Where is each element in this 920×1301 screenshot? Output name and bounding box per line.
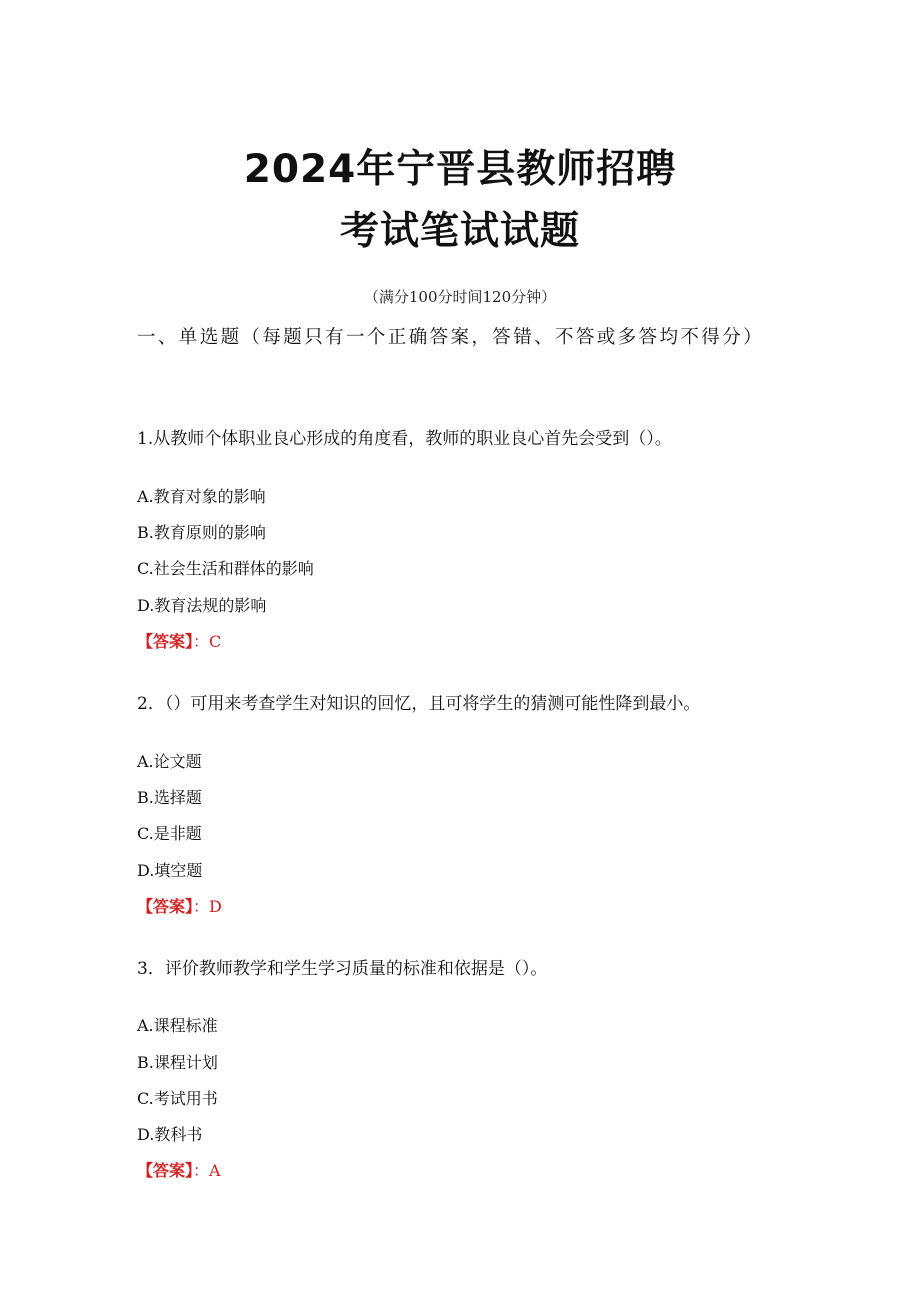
question-3-option-b: B.课程计划 <box>137 1053 218 1072</box>
question-2-option-d: D.填空题 <box>137 861 203 880</box>
question-3-stem: 3．评价教师教学和学生学习质量的标准和依据是（）。 <box>137 959 548 979</box>
answer-value: ：A <box>193 1161 221 1180</box>
question-1-option-c: C.社会生活和群体的影响 <box>137 559 314 578</box>
answer-value: ：D <box>193 897 222 916</box>
answer-label: 【答案】 <box>137 632 194 651</box>
question-2-stem: 2．（）可用来考查学生对知识的回忆，且可将学生的猜测可能性降到最小。 <box>137 694 701 714</box>
question-2-answer <box>137 894 222 917</box>
question-1-option-d: D.教育法规的影响 <box>137 596 267 615</box>
section-heading: 一、单选题（每题只有一个正确答案，答错、不答或多答均不得分） <box>137 327 765 348</box>
answer-label: 【答案】 <box>137 897 194 916</box>
answer-value: ：C <box>193 632 222 651</box>
question-2-option-b: B.选择题 <box>137 788 202 807</box>
question-1-stem: 1.从教师个体职业良心形成的角度看，教师的职业良心首先会受到（）。 <box>137 429 672 449</box>
page-title-line-2: 考试笔试试题 <box>339 209 580 254</box>
question-1-option-a: A.教育对象的影响 <box>137 487 266 506</box>
page-title-line-1: 2024年宁晋县教师招聘 <box>243 147 677 192</box>
question-1-answer <box>137 629 221 652</box>
question-3-option-a: A.课程标准 <box>137 1016 218 1035</box>
exam-subtitle: （满分100分时间120分钟） <box>363 288 557 306</box>
question-3-option-d: D.教科书 <box>137 1125 203 1144</box>
question-2-option-c: C.是非题 <box>137 824 202 843</box>
answer-label: 【答案】 <box>137 1161 194 1180</box>
question-3-option-c: C.考试用书 <box>137 1089 218 1108</box>
question-3-answer <box>137 1158 221 1181</box>
question-1-option-b: B.教育原则的影响 <box>137 523 266 542</box>
question-2-option-a: A.论文题 <box>137 752 202 771</box>
